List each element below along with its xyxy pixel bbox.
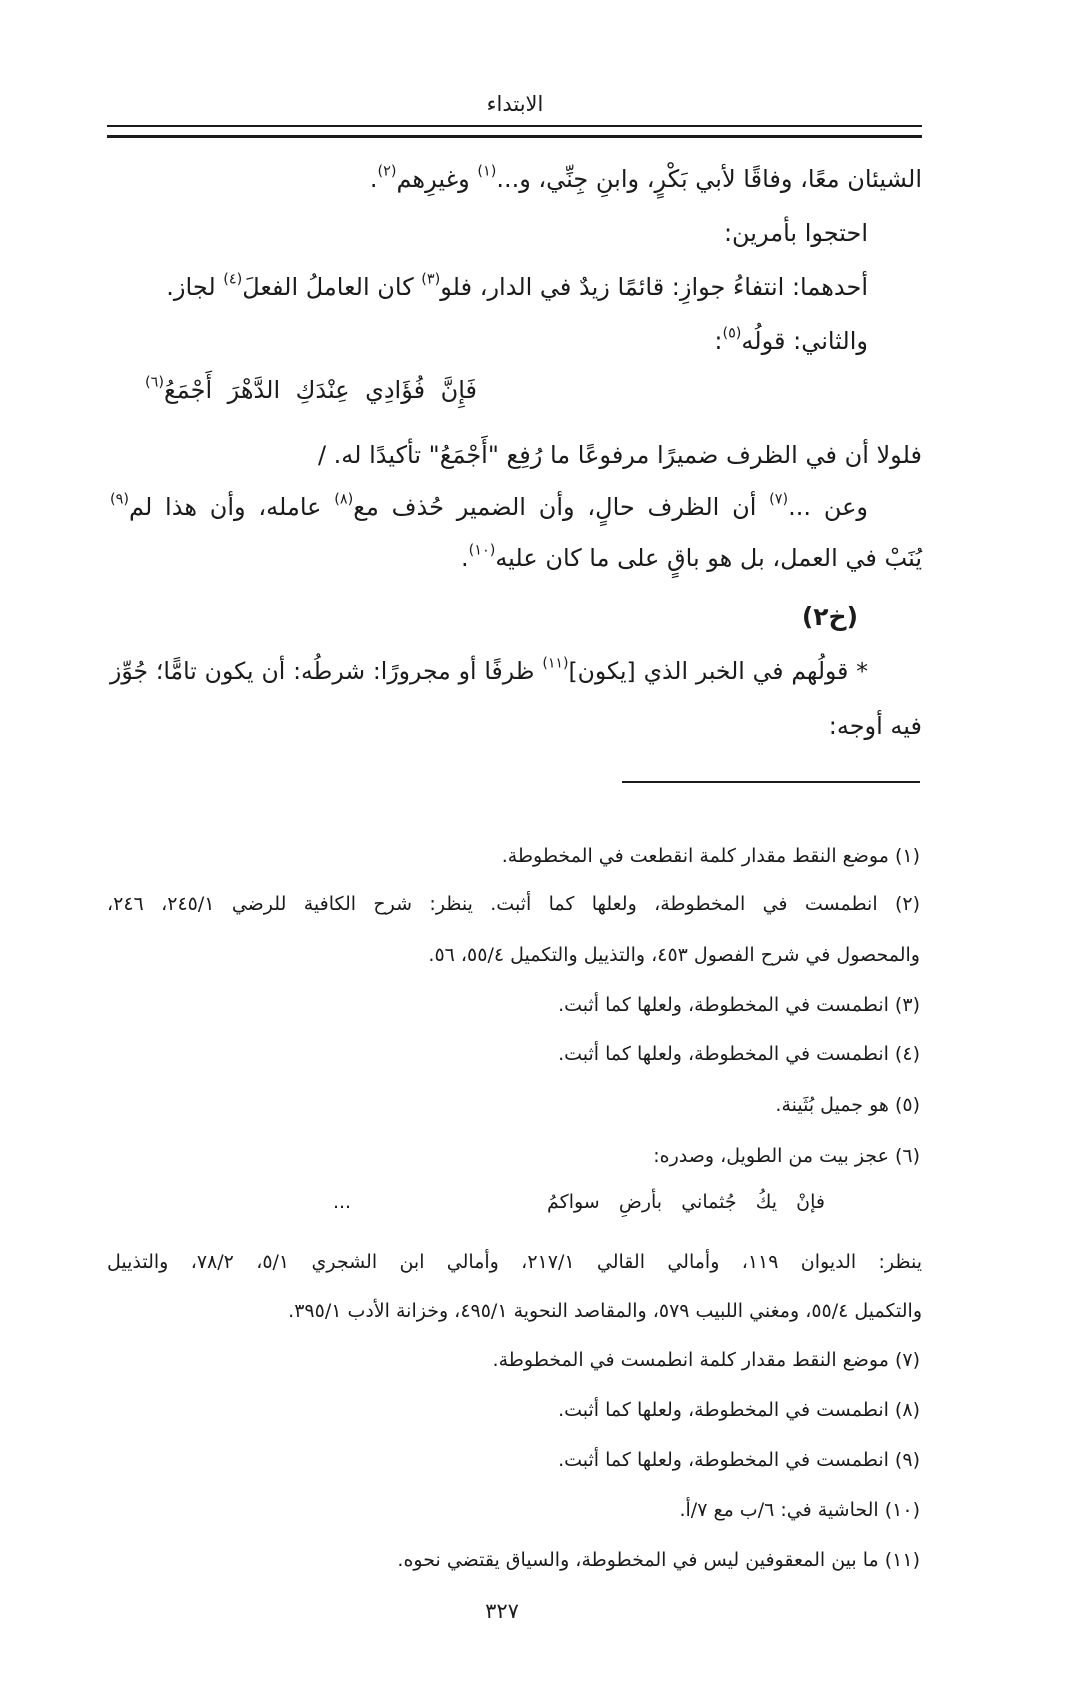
- main-text-line-6: فلولا أن في الظرف ضميرًا مرفوعًا ما رُفِع "أَجْمَعُ" تأكيدًا له. /: [317, 441, 922, 469]
- footnote-7: (٧) موضع النقط مقدار كلمة انطمست في المخطوطة.: [492, 1349, 920, 1371]
- footnote-2-line-2: والمحصول في شرح الفصول ٤٥٣، والتذييل والتكميل ٥٥/٤، ٥٦.: [428, 944, 920, 966]
- footnote-marker: (١٠): [468, 542, 496, 559]
- main-text-line-3: [107, 263, 868, 311]
- text-run: يُنَبْ في العمل، بل هو باقٍ على ما كان عليه: [495, 544, 922, 572]
- footnote-5: (٥) هو جميل بُثَينة.: [775, 1094, 920, 1116]
- text-run: وغيرِهم: [396, 165, 478, 193]
- footnote-11: (١١) ما بين المعقوفين ليس في المخطوطة، والسياق يقتضي نحوه.: [397, 1549, 920, 1571]
- footnote-marker: (١): [477, 163, 497, 180]
- footnote-marker: (٦): [145, 374, 164, 391]
- footnote-9: (٩) انطمست في المخطوطة، ولعلها كما أثبت.: [558, 1449, 920, 1471]
- text-run: وعن ...: [788, 493, 869, 521]
- footnote-4: (٤) انطمست في المخطوطة، ولعلها كما أثبت.: [558, 1043, 920, 1065]
- footnote-6-line-3: والتكميل ٥٥/٤، ومغني اللبيب ٥٧٩، والمقاصد النحوية ٤٩٥/١، وخزانة الأدب ٣٩٥/١.: [288, 1300, 922, 1322]
- header-rule-bottom: [107, 135, 922, 138]
- text-run: * قولُهم في الخبر الذي [يكون]: [568, 657, 868, 685]
- footnote-marker: (٢): [377, 163, 397, 180]
- footnote-2-line-1: (٢) انطمست في المخطوطة، ولعلها كما أثبت. ينظر: شرح الكافية للرضي ٢٤٥/١، ٢٤٦،: [107, 893, 921, 915]
- footnote-10: (١٠) الحاشية في: ٦/ب مع ٧/أ.: [679, 1499, 920, 1521]
- page-number: ٣٢٧: [485, 1599, 519, 1623]
- header-rule-top: [107, 125, 922, 127]
- main-text-line-1: [107, 155, 922, 203]
- footnote-marker: (٨): [334, 491, 354, 508]
- text-run: والثاني: قولُه: [741, 327, 868, 355]
- footnote-6-line-1: (٦) عجز بيت من الطويل، وصدره:: [653, 1145, 920, 1167]
- footnote-marker: (٥): [722, 325, 742, 342]
- text-run: أحدهما: انتفاءُ جوازِ: قائمًا زيدٌ في الدار، فلو: [440, 273, 868, 301]
- footnote-8: (٨) انطمست في المخطوطة، ولعلها كما أثبت.: [558, 1399, 920, 1421]
- footnote-6-verse-ellipsis: ...: [332, 1191, 352, 1213]
- running-head-title: الابتداء: [486, 92, 544, 116]
- text-run: الشيئان معًا، وفاقًا لأبي بَكْرٍ، وابنِ جِنِّي، و...: [496, 165, 922, 193]
- text-run: :: [714, 327, 723, 355]
- text-run: أن الظرف حالٍ، وأن الضمير حُذف مع: [353, 493, 770, 521]
- verse-text: فَإِنَّ فُؤَادِي عِنْدَكِ الدَّهْرَ أَجْمَعُ: [163, 376, 477, 404]
- footnote-6-verse: فإنْ يكُ جُثماني بأرضِ سواكمُ: [547, 1191, 825, 1213]
- text-run: كان العاملُ الفعلَ: [242, 273, 422, 301]
- footnote-6-line-2: ينظر: الديوان ١١٩، وأمالي القالي ٢١٧/١، وأمالي ابن الشجري ٥/١، ٧٨/٢، والتذييل: [107, 1251, 923, 1273]
- main-text-line-4: [107, 317, 868, 365]
- footnote-marker: (٣): [421, 271, 441, 288]
- main-text-line-2: احتجوا بأمرين:: [723, 219, 868, 247]
- footnote-1: (١) موضع النقط مقدار كلمة انقطعت في المخطوطة.: [501, 845, 920, 867]
- text-run: لجاز.: [166, 273, 224, 301]
- footnote-3: (٣) انطمست في المخطوطة، ولعلها كما أثبت.: [558, 994, 920, 1016]
- poetry-verse: [145, 366, 477, 414]
- main-text-line-11: فيه أوجه:: [828, 712, 922, 740]
- text-run: .: [369, 165, 378, 193]
- footnote-marker: (٤): [223, 271, 243, 288]
- main-text-line-8: [107, 534, 922, 582]
- footnote-marker: (٩): [110, 491, 129, 508]
- text-run: ظرفًا أو مجرورًا: شرطُه: أن يكون تامًّا؛ جُوِّز: [110, 657, 543, 685]
- main-text-line-7: [110, 483, 868, 531]
- text-run: .: [460, 544, 469, 572]
- main-text-line-10: [110, 647, 868, 695]
- footnote-separator: [622, 781, 920, 783]
- manuscript-section-mark: (خ٢): [801, 602, 858, 631]
- footnote-marker: (١١): [542, 655, 569, 672]
- text-run: عامله، وأن هذا لم: [128, 493, 335, 521]
- footnote-marker: (٧): [769, 491, 789, 508]
